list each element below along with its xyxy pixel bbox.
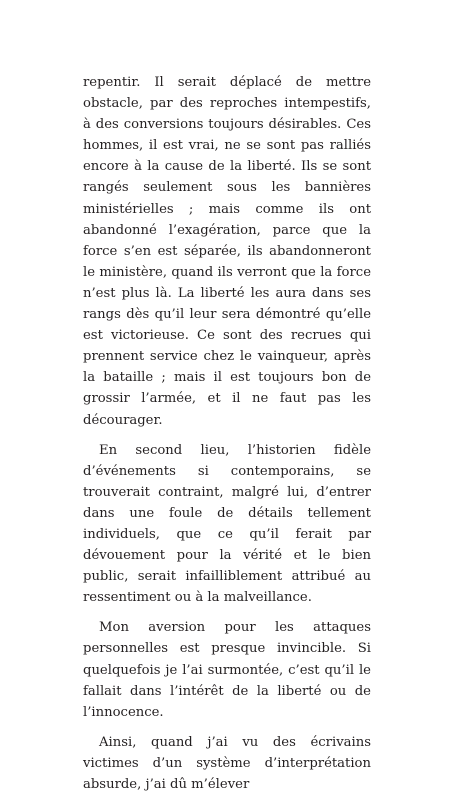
paragraph-aversion: Mon aversion pour les attaques personnelles est presque invincible. Si quelquefois je l’ai surmontée, c’est qu’il le fallait dans l’intérêt de la liberté ou de l’innocence. [83, 620, 371, 720]
paragraph-continuation: repentir. Il serait déplacé de mettre obstacle, par des reproches intempestifs, à des conversions toujours désirables. Ces hommes, il est vrai, ne se sont pas ralliés encore à la cause de la liberté. Ils se sont rangés seulement sous les bannières ministérielles ; mais comme ils ont abandonné l’exagération, parce que la force s’en est séparée, ils abandonneront le ministère, quand ils verront que la force n’est plus là. La liberté les aura dans ses rangs dès qu’il leur sera démontré qu’elle est victorieuse. Ce sont des recrues qui prennent service chez le vainqueur, après la bataille ; mais il est toujours bon de grossir l’armée, et il ne faut pas les décourager. [83, 75, 371, 428]
paragraph-historian: En second lieu, l’historien fidèle d’événements si contemporains, se trouverait contraint, malgré lui, d’entrer dans une foule de détails tellement individuels, que ce qu’il ferait par dévouement pour la vérité et le bien public, serait infailliblement attribué au ressentiment ou à la malveillance. [83, 442, 371, 606]
body-text [83, 72, 371, 804]
paragraph-ainsi: Ainsi, quand j’ai vu des écrivains victimes d’un système d’interprétation absurde, j’ai dû m’élever [83, 734, 371, 792]
